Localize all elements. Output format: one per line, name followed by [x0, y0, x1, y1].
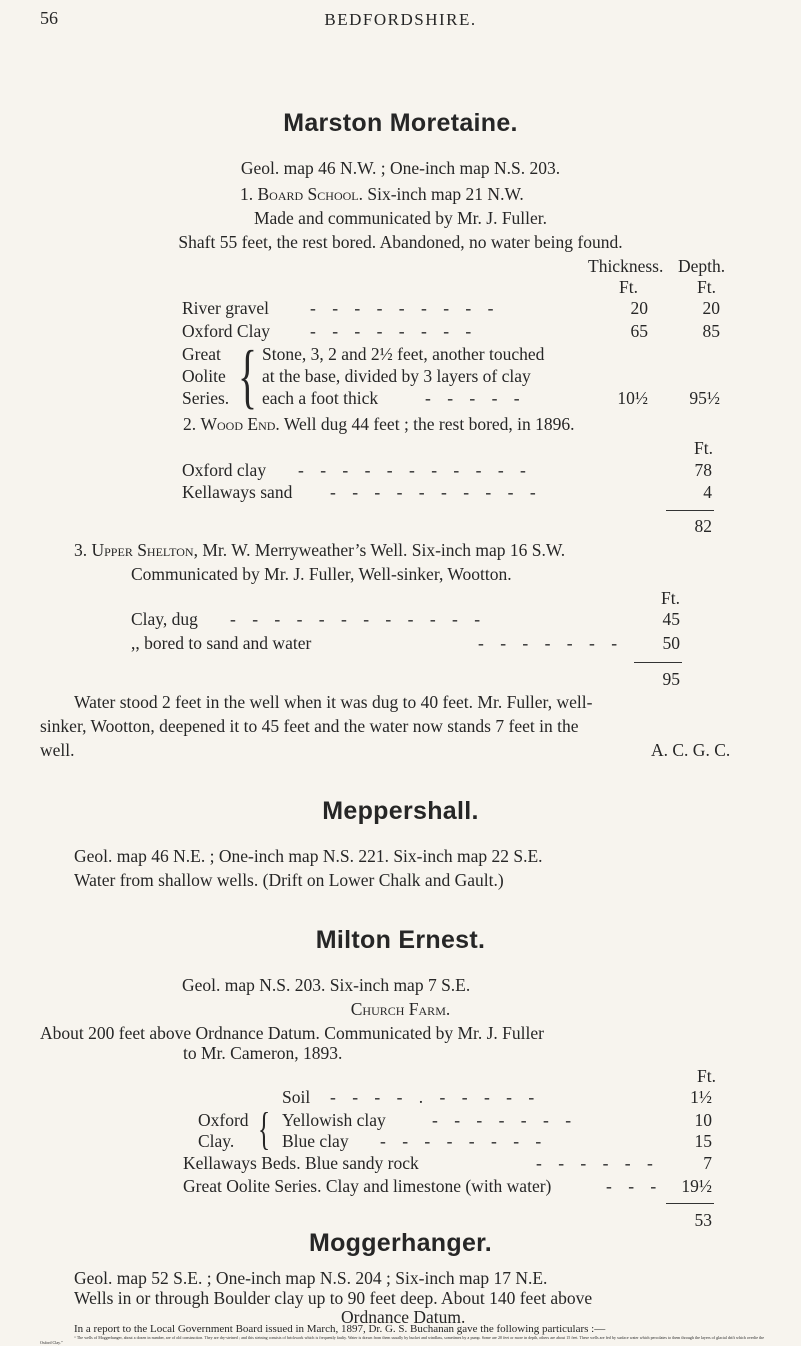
oxford-clay-depth: 85: [702, 321, 720, 341]
s2-kellaways-value: 4: [703, 482, 712, 502]
row-river-gravel: River gravel: [182, 298, 269, 318]
s2-rest: Well dug 44 feet ; the rest bored, in 1896.: [279, 414, 575, 434]
s2-oxford-value: 78: [694, 460, 712, 480]
page-number: 56: [40, 8, 58, 28]
meppershall-water: Water from shallow wells. (Drift on Lower Chalk and Gault.): [74, 870, 504, 890]
go-thickness: 10½: [617, 388, 648, 408]
s1-name: Board School.: [257, 184, 363, 204]
s2-total: 82: [694, 516, 712, 536]
milton-blue-value: 15: [694, 1131, 712, 1151]
oxford-label-2: Clay.: [198, 1131, 235, 1151]
dot-leader: - - - - - - - -: [310, 321, 478, 341]
dot-leader: - - - - -: [425, 388, 526, 408]
milton-kellaways: Kellaways Beds. Blue sandy rock: [183, 1153, 419, 1173]
col-thickness: Thickness.: [588, 256, 664, 276]
milton-about-2: to Mr. Cameron, 1893.: [183, 1043, 343, 1063]
s3-name: Upper Shelton,: [91, 540, 198, 560]
dot-leader: - - - - - -: [536, 1153, 659, 1173]
s3-num: 3.: [74, 540, 88, 560]
river-gravel-thickness: 20: [630, 298, 648, 318]
brace: {: [258, 1103, 271, 1154]
s3-row-bored: ,, bored to sand and water: [131, 633, 312, 653]
milton-yellowish-clay: Yellowish clay: [282, 1110, 386, 1130]
go-line-3: each a foot thick: [262, 388, 379, 408]
milton-soil: Soil: [282, 1087, 311, 1107]
s1-num: 1.: [240, 184, 254, 204]
go-label-3: Series.: [182, 388, 230, 408]
milton-great-oolite: Great Oolite Series. Clay and limestone (with water): [183, 1176, 552, 1196]
milton-blue-clay: Blue clay: [282, 1131, 349, 1151]
marston-geol: Geol. map 46 N.W. ; One-inch map N.S. 203.: [240, 158, 561, 178]
milton-title: Milton Ernest.: [315, 926, 486, 954]
oxford-label-1: Oxford: [198, 1110, 249, 1130]
go-label-2: Oolite: [182, 366, 226, 386]
dot-leader: - - -: [606, 1176, 663, 1196]
marston-title: Marston Moretaine.: [283, 109, 518, 137]
dot-leader: - - - - - - - - - -: [330, 482, 542, 502]
sum-rule: [634, 662, 682, 663]
go-line-2: at the base, divided by 3 layers of clay: [262, 366, 531, 386]
milton-soil-value: 1½: [690, 1087, 712, 1107]
mogger-geol: Geol. map 52 S.E. ; One-inch map N.S. 204 ; Six-inch map 17 N.E.: [74, 1268, 548, 1288]
col-depth: Depth.: [678, 256, 726, 276]
marston-s3-heading: [74, 540, 565, 561]
milton-about-1: About 200 feet above Ordnance Datum. Communicated by Mr. J. Fuller: [40, 1023, 544, 1043]
s2-unit: Ft.: [694, 438, 713, 458]
marston-s1-comm: Made and communicated by Mr. J. Fuller.: [253, 208, 548, 228]
dot-leader: - - - - - - -: [432, 1110, 578, 1130]
s2-num: 2.: [183, 414, 197, 434]
sum-rule: [666, 510, 714, 511]
go-line-1: Stone, 3, 2 and 2½ feet, another touched: [262, 344, 545, 364]
row-oxford-clay: Oxford Clay: [182, 321, 270, 341]
dot-leader: - - - - - - - -: [380, 1131, 548, 1151]
initials: A. C. G. C.: [651, 740, 731, 760]
milton-yellowish-value: 10: [694, 1110, 712, 1130]
oxford-clay-thickness: 65: [630, 321, 648, 341]
s3-row-clay-dug: Clay, dug: [131, 609, 198, 629]
s3-note-line-3: well.: [40, 740, 75, 760]
s3-unit: Ft.: [661, 588, 680, 608]
milton-unit: Ft.: [697, 1066, 716, 1086]
marston-s2-heading: [183, 414, 575, 435]
s2-row-kellaways: Kellaways sand: [182, 482, 293, 502]
go-depth: 95½: [689, 388, 720, 408]
milton-total: 53: [694, 1210, 712, 1230]
milton-sub: Church Farm.: [350, 999, 451, 1019]
dot-leader: - - - - - - - - - - - -: [230, 609, 487, 629]
mogger-wells-1: Wells in or through Boulder clay up to 90 feet deep. About 140 feet above: [74, 1288, 593, 1308]
mogger-quote: “ The wells of Moggerhanger, about a dozen in number, are of old construction. They are dry-steined ; and this steining consists of brickwork which is frequently faulty. Water is drawn from them usually by bucket and windlass, sometimes by a pump. Some are 20 feet or more in depth, others are about 15 feet. These wells are fed by surface water which percolates to them through the layers of glacial drift which overlie the Oxford Clay.”: [40, 1335, 764, 1345]
mogger-report: In a report to the Local Government Board issued in March, 1897, Dr. G. S. Buchanan gave the following particulars :—: [74, 1323, 606, 1335]
s3-note-line-2: sinker, Wootton, deepened it to 45 feet and the water now stands 7 feet in the: [40, 716, 579, 736]
dot-leader: - - - - . - - - - -: [330, 1087, 541, 1107]
s3-total: 95: [662, 669, 680, 689]
running-title: BEDFORDSHIRE.: [324, 10, 477, 29]
s1-rest: Six-inch map 21 N.W.: [363, 184, 524, 204]
sum-rule: [666, 1203, 714, 1204]
unit-depth: Ft.: [697, 277, 716, 297]
dot-leader: - - - - - - - - - - -: [298, 460, 532, 480]
s3-note-line-1: Water stood 2 feet in the well when it was dug to 40 feet. Mr. Fuller, well-: [74, 692, 593, 712]
s2-row-oxford: Oxford clay: [182, 460, 267, 480]
s3-rest: Mr. W. Merryweather’s Well. Six-inch map 16 S.W.: [197, 540, 566, 560]
marston-s1-heading: [240, 184, 524, 205]
river-gravel-depth: 20: [702, 298, 720, 318]
milton-kellaways-value: 7: [703, 1153, 712, 1173]
unit-thickness: Ft.: [619, 277, 638, 297]
meppershall-title: Meppershall.: [322, 797, 479, 825]
milton-geol: Geol. map N.S. 203. Six-inch map 7 S.E.: [182, 975, 471, 995]
s3-clay-dug-value: 45: [662, 609, 680, 629]
s2-name: Wood End.: [200, 414, 280, 434]
s3-bored-value: 50: [662, 633, 680, 653]
s3-comm: Communicated by Mr. J. Fuller, Well-sinker, Wootton.: [131, 564, 512, 584]
marston-s1-shaft: Shaft 55 feet, the rest bored. Abandoned, no water being found.: [178, 232, 623, 252]
milton-go-value: 19½: [681, 1176, 712, 1196]
brace: {: [238, 336, 258, 416]
mogger-title: Moggerhanger.: [308, 1229, 493, 1257]
meppershall-geol: Geol. map 46 N.E. ; One-inch map N.S. 221. Six-inch map 22 S.E.: [74, 846, 543, 866]
mogger-wells-2: Ordnance Datum.: [341, 1307, 466, 1327]
dot-leader: - - - - - - -: [478, 633, 624, 653]
go-label-1: Great: [182, 344, 221, 364]
dot-leader: - - - - - - - - -: [310, 298, 500, 318]
